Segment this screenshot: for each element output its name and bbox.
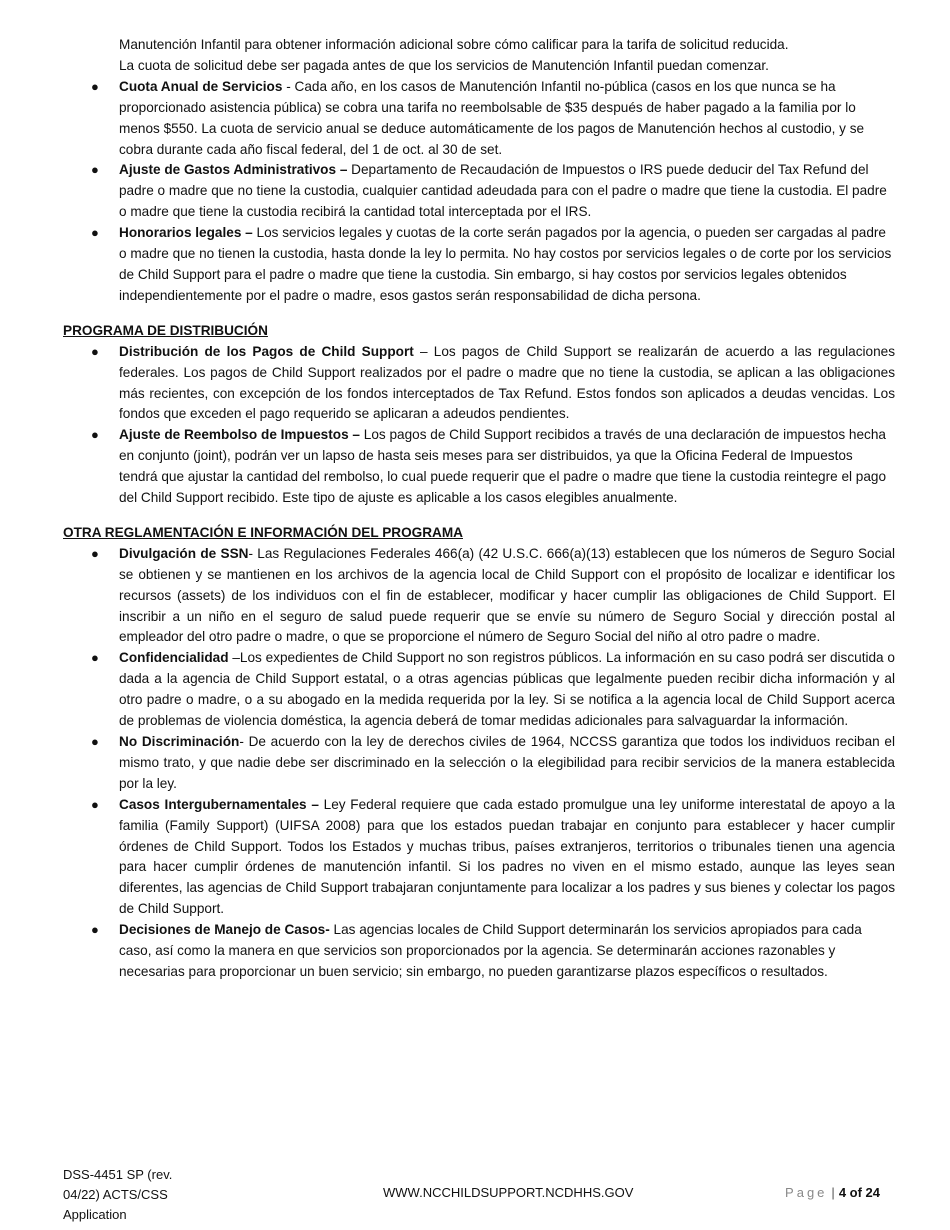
item-term: Casos Intergubernamentales – — [119, 796, 319, 812]
item-text: – Los pagos de Child Support se realizarán de acuerdo a las regulaciones federales. Los pagos de Child Support realizados por el padre o madre que no tiene la custodia, se aplican a las obligaciones más recientes, con excepción de los fondos interceptados de Tax Refund. Estos fondos son aplicados a deudas vencidas. Los fondos que exceden el pago requerido se aplicaran a adeudos pendientes. — [119, 343, 895, 422]
item-text: - Las Regulaciones Federales 466(a) (42 U.S.C. 666(a)(13) establecen que los números de Seguro Social se obtienen y se mantienen en los archivos de la agencia local de Child Support con el propósito de localizar e identificar los recursos (assets) de los individuos con el fin de establecer, modificar y hacer cumplir las obligaciones de Child Support. El inscribir a un niño en el seguro de salud puede requerir que se envíe su número de Seguro Social y dirección postal al empleador del otro padre o madre, o que se proporcione el número de Seguro Social del niño al otro padre o madre. — [119, 545, 895, 645]
item-text: Los pagos de Child Support recibidos a través de una declaración de impuestos hecha en conjunto (joint), podrán ver un lapso de hasta seis meses para ser distribuidos, ya que la Oficina Federal de Impuestos tendrá que ajustar la cantidad del rembolso, lo cual puede requerir que el padre o madre que tiene la custodia reintegre el pago del Child Support recibido. Este tipo de ajuste es aplicable a los casos elegibles anualmente. — [119, 427, 887, 506]
bullet-icon: ● — [91, 343, 99, 359]
list-item — [63, 544, 895, 649]
bullet-icon: ● — [91, 78, 99, 94]
item-term: Honorarios legales – — [119, 225, 253, 241]
list-item — [63, 223, 895, 307]
bullet-icon: ● — [91, 922, 99, 938]
list-item — [63, 425, 895, 509]
page-label: Page — [785, 1185, 828, 1200]
item-term: Decisiones de Manejo de Casos- — [119, 922, 330, 938]
bullet-icon: ● — [91, 545, 99, 561]
page-count: 4 of 24 — [838, 1185, 880, 1200]
bullet-icon: ● — [91, 225, 99, 241]
item-term: Distribución de los Pagos de Child Support — [119, 343, 414, 359]
section-title-distribution: PROGRAMA DE DISTRIBUCIÓN — [63, 322, 268, 338]
item-text: - De acuerdo con la ley de derechos civiles de 1964, NCCSS garantiza que todos los individuos reciban el mismo trato, y que nadie debe ser discriminado en la selección o la elegibilidad para recibir servicios de la manera establecida por la ley. — [119, 734, 895, 791]
intro-line: Manutención Infantil para obtener información adicional sobre cómo calificar para la tarifa de solicitud reducida. — [119, 37, 789, 52]
section-title-regulations: OTRA REGLAMENTACIÓN E INFORMACIÓN DEL PROGRAMA — [63, 524, 463, 540]
item-text: Departamento de Recaudación de Impuestos o IRS puede deducir del Tax Refund del padre o madre que no tiene la custodia, cualquier cantidad adeudada para con el padre o madre que tiene la custodia. El padre o madre que tiene la custodia recibirá la cantidad total interceptada por el IRS. — [119, 162, 887, 220]
item-term: Cuota Anual de Servicios — [119, 78, 283, 94]
bullet-icon: ● — [91, 734, 99, 749]
item-text: - Cada año, en los casos de Manutención Infantil no-pública (casos en los que nunca se ha proporcionado asistencia pública) se cobra una tarifa no reembolsable de $35 después de haber pagado a la familia por lo menos $550. La cuota de servicio anual se deduce automáticamente de los pagos de Manutención hechos al custodio, y se cobra durante cada año fiscal federal, del 1 de oct. al 30 de set. — [119, 78, 865, 157]
item-term: Ajuste de Gastos Administrativos – — [119, 162, 348, 178]
list-item — [63, 795, 895, 920]
list-item — [63, 920, 895, 983]
intro-paragraph — [119, 35, 895, 77]
regulations-list — [63, 544, 895, 983]
item-text: Ley Federal requiere que cada estado promulgue una ley uniforme interestatal de apoyo a la familia (Family Support) (UIFSA 2008) para que los estados puedan trabajar en conjunto para establecer y hacer cumplir órdenes de Child Support. Todos los Estados y muchas tribus, países extranjeros, territorios o tribunales tienen una agencia para hacer cumplir órdenes de manutención infantil. Si los padres no viven en el mismo estado, aunque las leyes sean diferentes, las agencias de Child Support trabajaran conjuntamente para localizar a los padres y sus bienes y colectar los pagos de Child Support. — [119, 796, 895, 917]
distribution-list — [63, 342, 895, 509]
list-item — [63, 342, 895, 426]
form-id: DSS-4451 SP (rev. 04/22) ACTS/CSS Application — [63, 1167, 173, 1222]
fees-list — [63, 77, 895, 307]
intro-line: La cuota de solicitud debe ser pagada antes de que los servicios de Manutención Infantil puedan comenzar. — [119, 57, 769, 73]
page-number — [785, 1183, 880, 1203]
item-text: Los servicios legales y cuotas de la corte serán pagados por la agencia, o pueden ser cargadas al padre o madre que no tienen la custodia, hasta donde la ley lo permita. No hay costos por servicios legales o de corte por los servicios de Child Support para el padre o madre que tiene la custodia. Sin embargo, si hay costos por servicios legales obtenidos independientemente por el padre o madre, esos gastos serán responsabilidad de dicha persona. — [119, 225, 892, 303]
bullet-icon: ● — [91, 796, 99, 812]
list-item — [63, 648, 895, 732]
item-term: Ajuste de Reembolso de Impuestos – — [119, 427, 360, 443]
item-text: Las agencias locales de Child Support determinarán los servicios apropiados para cada caso, así como la manera en que servicios son proporcionados por la agencia. Se determinarán acciones razonables y necesarias para proporcionar un buen servicio; sin embargo, no pueden garantizarse plazos específicos o resultados. — [119, 922, 862, 979]
document-body — [63, 35, 895, 983]
list-item — [63, 160, 895, 223]
item-term: Confidencialidad — [119, 650, 229, 666]
bullet-icon: ● — [91, 650, 99, 666]
footer-url: WWW.NCCHILDSUPPORT.NCDHHS.GOV — [383, 1185, 634, 1200]
page-separator: | — [831, 1185, 835, 1200]
item-term: Divulgación de SSN — [119, 545, 249, 561]
bullet-icon: ● — [91, 162, 99, 178]
bullet-icon: ● — [91, 427, 99, 443]
list-item — [63, 732, 895, 795]
item-term: No Discriminación — [119, 734, 240, 749]
item-text: –Los expedientes de Child Support no son registros públicos. La información en su caso podrá ser discutida o dada a la agencia de Child Support estatal, o a otras agencias públicas que legalmente pueden recibir dicha información y al otro padre o madre, o a su abogado en la medida requerida por la ley. Si se notifica a la agencia local de Child Support acerca de problemas de violencia doméstica, la agencia deberá de tomar medidas adicionales para salvaguardar la información. — [119, 650, 895, 729]
list-item — [63, 77, 895, 161]
